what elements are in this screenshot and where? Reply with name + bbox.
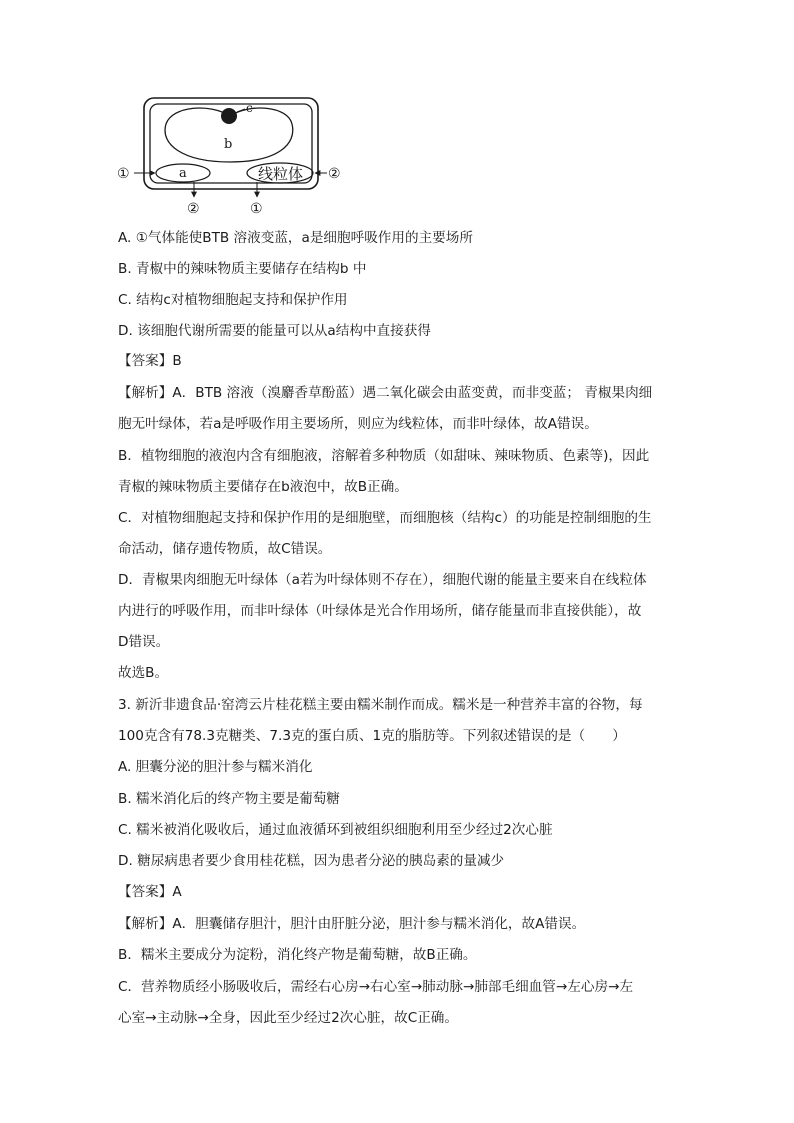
q3-stem-line: 3. 新沂非遗食品·窑湾云片桂花糕主要由糯米制作而成。糯米是一种营养丰富的谷物，每 [118, 697, 643, 713]
q2-analysis-line: 命活动，储存遗传物质，故C错误。 [118, 541, 332, 557]
q3-stem-line: 100克含有78.3克糖类、7.3克的蛋白质、1克的脂肪等。下列叙述错误的是（ ） [118, 728, 626, 744]
q2-option-b: B. 青椒中的辣味物质主要储存在结构b 中 [118, 261, 367, 277]
q2-answer: 【答案】B [118, 353, 182, 369]
q2-analysis-line: 内进行的呼吸作用，而非叶绿体（叶绿体是光合作用场所，储存能量而非直接供能），故 [118, 603, 642, 619]
q3-analysis-line: 【解析】A．胆囊储存胆汁，胆汁由肝脏分泌，胆汁参与糯米消化，故A错误。 [118, 916, 586, 932]
q3-answer: 【答案】A [118, 884, 182, 900]
label-a: a [179, 166, 187, 181]
q2-analysis-line: C．对植物细胞起支持和保护作用的是细胞壁，而细胞核（结构c）的功能是控制细胞的生 [118, 510, 652, 526]
q3-analysis-line: 心室→主动脉→全身，因此至少经过2次心脏，故C正确。 [118, 1010, 458, 1026]
q2-analysis-line: 【解析】A．BTB 溶液（溴麝香草酚蓝）遇二氧化碳会由蓝变黄，而非变蓝； 青椒果肉细 [118, 385, 653, 401]
q2-analysis-line: D错误。 [118, 634, 170, 650]
q2-option-d: D. 该细胞代谢所需要的能量可以从a结构中直接获得 [118, 323, 431, 339]
q3-analysis-line: B．糯米主要成分为淀粉，消化终产物是葡萄糖，故B正确。 [118, 947, 477, 963]
q2-option-c: C. 结构c对植物细胞起支持和保护作用 [118, 292, 348, 308]
q2-analysis-line: B．植物细胞的液泡内含有细胞液，溶解着多种物质（如甜味、辣味物质、色素等)，因此 [118, 448, 650, 464]
q2-option-a: A. ①气体能使BTB 溶液变蓝，a是细胞呼吸作用的主要场所 [118, 230, 473, 246]
q3-analysis-line: C．营养物质经小肠吸收后，需经右心房→右心室→肺动脉→肺部毛细血管→左心房→左 [118, 979, 634, 995]
q3-option-d: D. 糖尿病患者要少食用桂花糕，因为患者分泌的胰岛素的量减少 [118, 853, 505, 869]
mark-2-bottom: ② [187, 201, 200, 217]
cell-diagram [112, 96, 352, 218]
q2-analysis-line: 胞无叶绿体，若a是呼吸作用主要场所，则应为线粒体，而非叶绿体，故A错误。 [118, 416, 598, 432]
mark-1-bottom: ① [250, 201, 263, 217]
q2-analysis-line: 青椒的辣味物质主要储存在b液泡中，故B正确。 [118, 479, 408, 495]
q2-analysis-line: D．青椒果肉细胞无叶绿体（a若为叶绿体则不存在），细胞代谢的能量主要来自在线粒体 [118, 572, 647, 588]
q3-option-b: B. 糯米消化后的终产物主要是葡萄糖 [118, 791, 340, 807]
q3-option-a: A. 胆囊分泌的胆汁参与糯米消化 [118, 759, 313, 775]
q2-conclusion: 故选B。 [118, 665, 169, 681]
label-b: b [224, 137, 233, 152]
label-c: c [246, 101, 253, 115]
mark-1-left: ① [117, 166, 130, 182]
q3-option-c: C. 糯米被消化吸收后，通过血液循环到被组织细胞利用至少经过2次心脏 [118, 822, 553, 838]
nucleus-c [221, 108, 237, 124]
label-mitochondrion: 线粒体 [258, 165, 304, 183]
mark-2-right: ② [328, 166, 341, 182]
